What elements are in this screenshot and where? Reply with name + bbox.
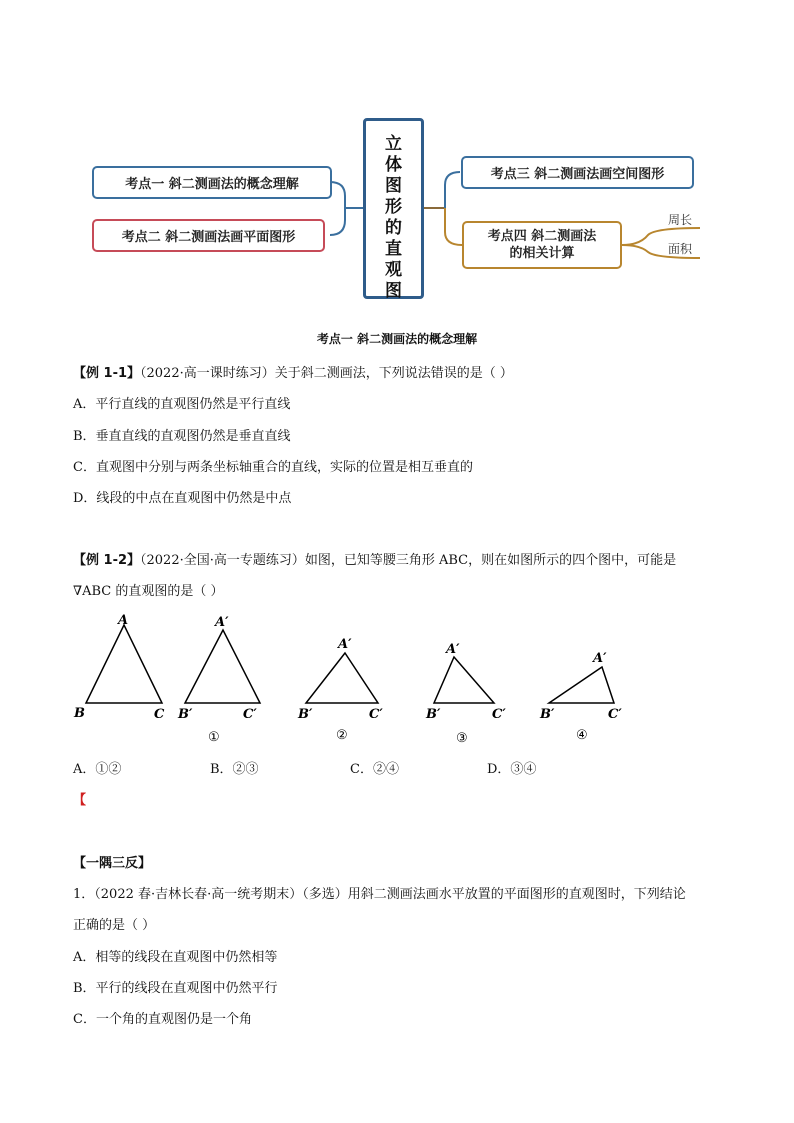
practice-heading: 【一隅三反】 xyxy=(73,856,152,871)
answer-mark: 【 xyxy=(73,793,87,808)
choice-d: D．③④ xyxy=(487,762,537,777)
example-1-2-tag: 【例 1-2】 xyxy=(73,553,141,568)
figure-number-4: ④ xyxy=(576,728,588,743)
example-1-1-stem xyxy=(73,362,513,381)
practice-q1-line2: 正确的是（ ） xyxy=(73,918,156,933)
triangle-abc xyxy=(86,625,162,703)
choice-a: A．①② xyxy=(73,762,122,777)
label-c-prime-2: C′ xyxy=(369,707,383,722)
example-1-1-option-d: D．线段的中点在直观图中仍然是中点 xyxy=(73,491,292,506)
triangle-4 xyxy=(549,667,614,703)
label-b-prime-2: B′ xyxy=(298,707,313,722)
mindmap-node-4-line2: 的相关计算 xyxy=(509,246,575,261)
center-char: 图 xyxy=(385,176,402,196)
figure-number-1: ① xyxy=(208,730,220,745)
mindmap-node-1 xyxy=(92,166,332,199)
example-1-2-stem-line2: ∇ABC 的直观图的是（ ） xyxy=(73,584,224,599)
label-a-prime-2: A′ xyxy=(338,637,352,652)
label-a-prime-1: A′ xyxy=(215,615,229,630)
label-a: A xyxy=(118,613,129,628)
practice-q1-line1: 1．（2022 春·吉林长春·高一统考期末）（多选）用斜二测画法画水平放置的平面图形的直观图时，下列结论 xyxy=(73,887,686,902)
practice-q1-option-a: A．相等的线段在直观图中仍然相等 xyxy=(73,950,278,965)
example-1-2-text: （2022·全国·高一专题练习）如图，已知等腰三角形 ABC，则在如图所示的四个图中，可能是 xyxy=(140,553,677,568)
example-1-1-option-a: A．平行直线的直观图仍然是平行直线 xyxy=(73,397,291,412)
center-char: 的 xyxy=(385,218,402,238)
practice-q1-option-c: C．一个角的直观图仍是一个角 xyxy=(73,1012,252,1027)
label-b: B xyxy=(74,706,85,721)
choice-c: C．②④ xyxy=(350,762,399,777)
mindmap-leaf-area: 面积 xyxy=(668,242,693,256)
example-1-2-stem-line1 xyxy=(73,549,676,568)
triangle-3 xyxy=(434,657,494,703)
example-1-1-text: （2022·高一课时练习）关于斜二测画法，下列说法错误的是（ ） xyxy=(140,366,513,381)
mindmap-center xyxy=(363,118,424,299)
mindmap-node-1-label: 考点一 斜二测画法的概念理解 xyxy=(125,177,299,192)
mindmap-node-3-label: 考点三 斜二测画法画空间图形 xyxy=(490,167,665,182)
mindmap-node-2 xyxy=(92,219,325,252)
triangles-figure xyxy=(60,605,680,750)
center-char: 直 xyxy=(385,239,402,259)
label-b-prime-4: B′ xyxy=(540,707,555,722)
mindmap-node-4 xyxy=(462,221,622,269)
label-c-prime-4: C′ xyxy=(608,707,622,722)
example-1-1-option-b: B．垂直直线的直观图仍然是垂直直线 xyxy=(73,429,291,444)
mindmap-leaf-perimeter: 周长 xyxy=(668,213,693,227)
center-char: 立 xyxy=(385,134,402,154)
label-c-prime-3: C′ xyxy=(492,707,506,722)
label-c: C xyxy=(154,707,165,722)
label-b-prime-1: B′ xyxy=(178,707,193,722)
label-a-prime-4: A′ xyxy=(593,651,607,666)
practice-q1-option-b: B．平行的线段在直观图中仍然平行 xyxy=(73,981,278,996)
center-char: 图 xyxy=(385,281,402,301)
figure-number-2: ② xyxy=(336,728,348,743)
center-char: 体 xyxy=(385,155,402,175)
label-b-prime-3: B′ xyxy=(426,707,441,722)
triangle-1 xyxy=(185,630,260,703)
mindmap-node-3 xyxy=(461,156,694,189)
center-char: 形 xyxy=(385,197,402,217)
center-char: 观 xyxy=(385,260,402,280)
section-title: 考点一 斜二测画法的概念理解 xyxy=(316,332,478,346)
choice-b: B．②③ xyxy=(210,762,259,777)
label-a-prime-3: A′ xyxy=(446,642,460,657)
triangle-2 xyxy=(306,653,378,703)
figure-number-3: ③ xyxy=(456,731,468,746)
example-1-1-option-c: C．直观图中分别与两条坐标轴重合的直线，实际的位置是相互垂直的 xyxy=(73,460,473,475)
mindmap-node-2-label: 考点二 斜二测画法画平面图形 xyxy=(121,230,296,245)
mindmap-node-4-line1: 考点四 斜二测画法 xyxy=(487,229,597,244)
example-1-1-tag: 【例 1-1】 xyxy=(73,366,141,381)
label-c-prime-1: C′ xyxy=(243,707,257,722)
